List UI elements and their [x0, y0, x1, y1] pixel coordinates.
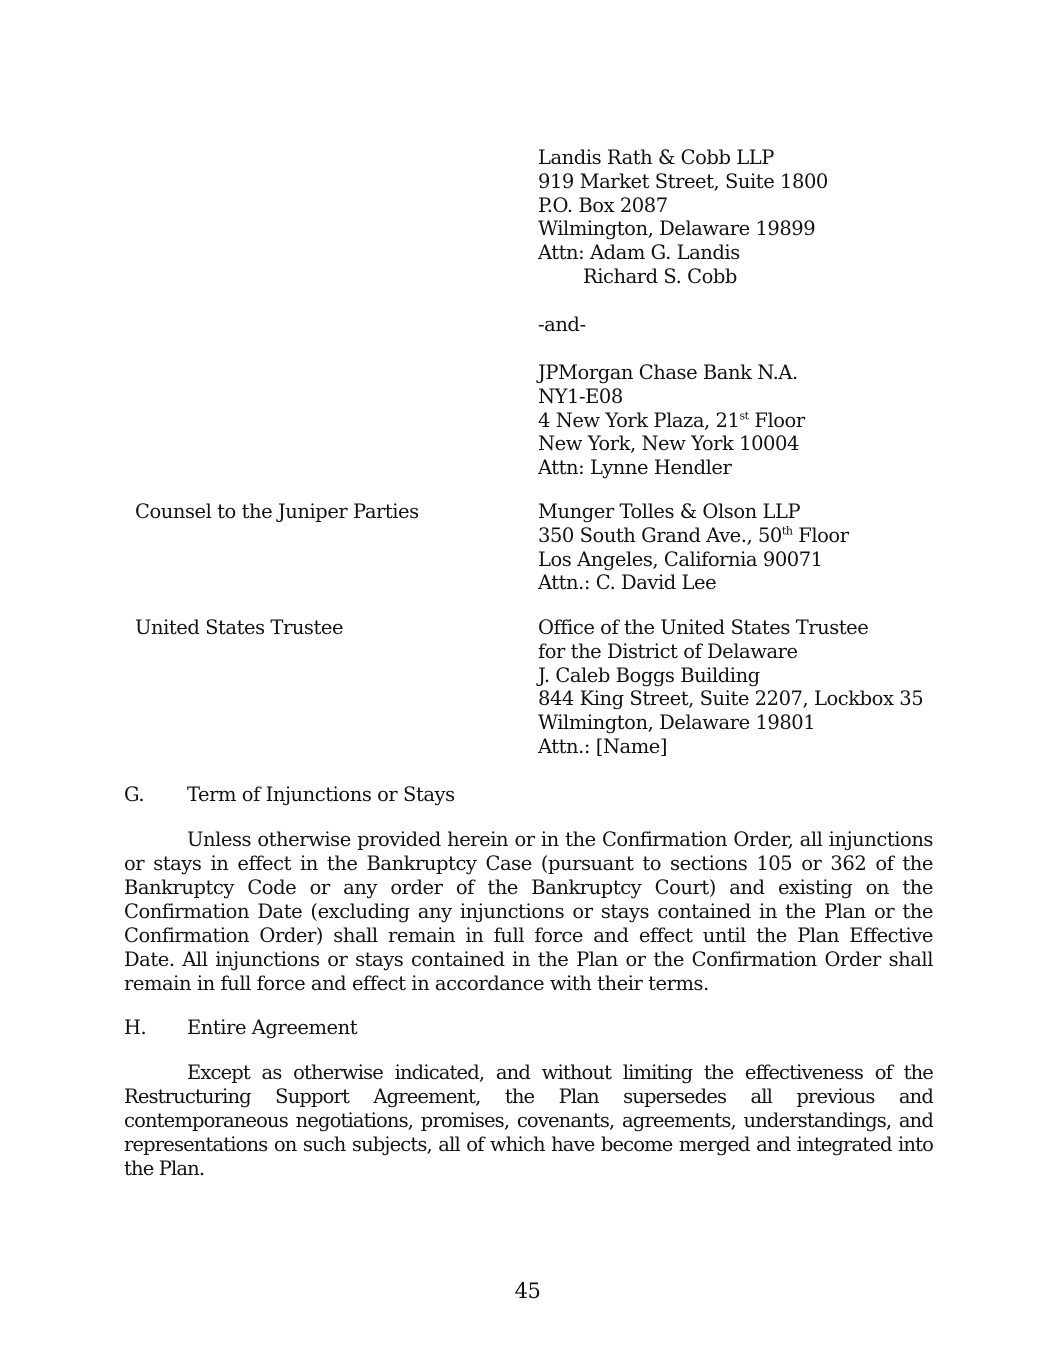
section-title: Entire Agreement	[187, 1016, 358, 1039]
address-line: Landis Rath & Cobb LLP	[538, 146, 774, 169]
address-line: for the District of Delaware	[538, 639, 798, 663]
notice-address-jpmorgan	[538, 361, 805, 480]
section-letter: G.	[124, 783, 145, 806]
address-line: 919 Market Street, Suite 1800	[538, 169, 828, 193]
section-body-h: Except as otherwise indicated, and without limiting the effectiveness of the Restructuring Support Agreement, the Plan supersedes all previous and contemporaneous negotiations, promises, covenants, agreements, understandings, and representations on such subjects, all of which have become merged and integrated into the Plan.	[124, 1061, 933, 1180]
and-separator-text: -and-	[538, 313, 586, 336]
address-line: Attn: Lynne Hendler	[538, 456, 732, 480]
address-line: P.O. Box 2087	[538, 193, 668, 217]
address-line: J. Caleb Boggs Building	[538, 663, 760, 687]
address-line: 844 King Street, Suite 2207, Lockbox 35	[538, 687, 924, 711]
address-line-text: Floor	[748, 408, 805, 432]
address-line-text: 350 South Grand Ave., 50	[538, 523, 782, 547]
address-line	[538, 524, 849, 548]
notice-address-trustee	[538, 616, 923, 759]
address-line: Wilmington, Delaware 19801	[538, 711, 816, 735]
ordinal-suffix: th	[781, 524, 793, 538]
page-number: 45	[514, 1279, 541, 1303]
address-line: JPMorgan Chase Bank N.A.	[538, 361, 798, 384]
address-line: Attn.: [Name]	[538, 734, 668, 758]
ordinal-suffix: st	[739, 409, 749, 423]
address-line: Los Angeles, California 90071	[538, 547, 823, 571]
and-separator	[538, 313, 586, 337]
address-line: Attn.: C. David Lee	[538, 571, 717, 595]
address-line: Munger Tolles & Olson LLP	[538, 500, 801, 523]
party-label-juniper: Counsel to the Juniper Parties	[135, 500, 419, 523]
address-line	[538, 409, 805, 433]
section-title: Term of Injunctions or Stays	[187, 783, 455, 806]
notice-address-munger	[538, 500, 849, 595]
address-line: Office of the United States Trustee	[538, 616, 869, 639]
address-line: Wilmington, Delaware 19899	[538, 217, 816, 241]
address-line-text: Floor	[792, 523, 849, 547]
section-body-g: Unless otherwise provided herein or in the Confirmation Order, all injunctions or stays in effect in the Bankruptcy Case (pursuant to sections 105 or 362 of the Bankruptcy Code or any order of the Bankruptcy Court) and existing on the Confirmation Date (excluding any injunctions or stays contained in the Plan or the Confirmation Order) shall remain in full force and effect until the Plan Effective Date. All injunctions or stays contained in the Plan or the Confirmation Order shall remain in full force and effect in accordance with their terms.	[124, 828, 933, 995]
address-line: New York, New York 10004	[538, 432, 799, 456]
notice-address-landis	[538, 146, 828, 289]
address-line: NY1-E08	[538, 384, 623, 408]
party-label-trustee: United States Trustee	[135, 616, 344, 639]
section-letter: H.	[124, 1016, 147, 1039]
address-line-text: 4 New York Plaza, 21	[538, 408, 740, 432]
address-line: Attn: Adam G. Landis	[538, 241, 740, 265]
address-line: Richard S. Cobb	[583, 264, 737, 288]
